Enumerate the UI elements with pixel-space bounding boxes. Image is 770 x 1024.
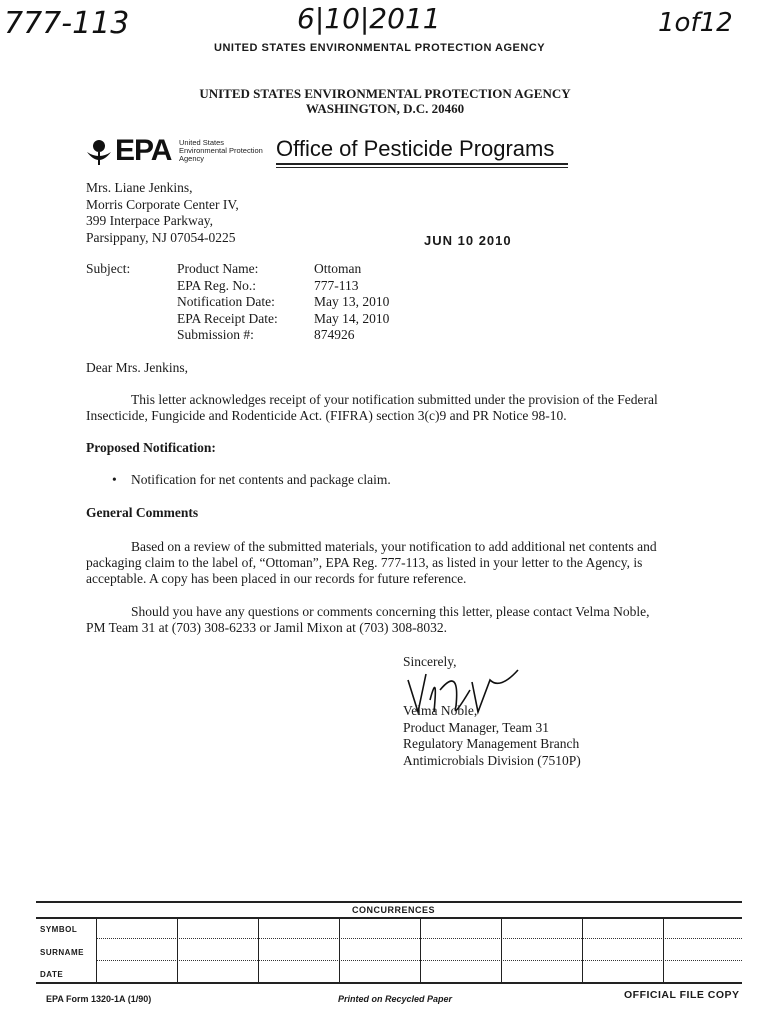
addressee-line1: Morris Corporate Center IV,: [86, 196, 239, 212]
paragraph-2-line3: acceptable. A copy has been placed in our records for future reference.: [86, 571, 467, 586]
symbol-label: SYMBOL: [40, 925, 78, 934]
field-label: Product Name:: [177, 261, 259, 276]
concurrences-title: CONCURRENCES: [352, 905, 436, 915]
epa-sub-line3: Agency: [179, 154, 205, 163]
surname-label: SURNAME: [40, 948, 84, 957]
form-column-divider: [420, 917, 421, 982]
epa-logo: [84, 134, 184, 170]
field-value: May 13, 2010: [314, 294, 390, 309]
form-column-divider: [339, 917, 340, 982]
top-agency-banner: UNITED STATES ENVIRONMENTAL PROTECTION AGENCY: [214, 42, 546, 54]
date-stamp: JUN 10 2010: [424, 233, 512, 248]
bullet-marker: •: [112, 472, 117, 487]
salutation: Dear Mrs. Jenkins,: [86, 360, 188, 375]
date-label: DATE: [40, 970, 64, 979]
printed-recycled: Printed on Recycled Paper: [338, 994, 453, 1004]
form-column-divider: [582, 917, 583, 982]
field-value: 777-113: [314, 277, 359, 293]
addressee-block: [86, 180, 239, 246]
signer-block: [403, 703, 581, 769]
subject-fields: [177, 261, 497, 345]
letter-header-line2: WASHINGTON, D.C. 20460: [305, 101, 465, 116]
field-value: Ottoman: [314, 261, 362, 276]
field-label: Notification Date:: [177, 294, 275, 309]
form-column-divider: [96, 917, 97, 982]
bullet-item: Notification for net contents and package claim.: [131, 472, 391, 487]
subject-label: Subject:: [86, 261, 131, 276]
symbol-row-line: [96, 938, 742, 939]
field-label: Submission #:: [177, 327, 254, 342]
form-column-divider: [663, 917, 664, 982]
paragraph-2-line2: packaging claim to the label of, “Ottoman”, EPA Reg. 777-113, as listed in your letter to the Agency, is: [86, 555, 643, 570]
field-value: 874926: [314, 327, 355, 342]
closing: Sincerely,: [403, 654, 457, 669]
paragraph-2-line1: Based on a review of the submitted materials, your notification to add additional net contents and: [131, 539, 657, 554]
signer-division: Antimicrobials Division (7510P): [403, 752, 581, 768]
signer-title: Product Manager, Team 31: [403, 719, 549, 735]
paragraph-3-line1: Should you have any questions or comments concerning this letter, please contact Velma Noble,: [131, 604, 650, 619]
field-value: May 14, 2010: [314, 310, 390, 326]
form-number: EPA Form 1320-1A (1/90): [46, 994, 152, 1004]
epa-sub-line2: Environmental Protection: [179, 146, 263, 155]
form-header-rule: [36, 917, 742, 919]
proposed-heading: Proposed Notification:: [86, 440, 216, 455]
form-top-rule: [36, 901, 742, 903]
form-column-divider: [501, 917, 502, 982]
paragraph-1-line2: Insecticide, Fungicide and Rodenticide Act. (FIFRA) section 3(c)9 and PR Notice 98-10.: [86, 408, 567, 423]
field-label: EPA Receipt Date:: [177, 310, 278, 326]
official-file-copy: OFFICIAL FILE COPY: [624, 989, 740, 1001]
addressee-line2: 399 Interpace Parkway,: [86, 213, 213, 228]
paragraph-3-line2: PM Team 31 at (703) 308-6233 or Jamil Mixon at (703) 308-8032.: [86, 620, 448, 635]
paragraph-1-line1: This letter acknowledges receipt of your notification submitted under the provision of the Federal: [131, 392, 658, 407]
general-heading: General Comments: [86, 505, 199, 520]
addressee-name: Mrs. Liane Jenkins,: [86, 180, 193, 195]
letter-header-line1: UNITED STATES ENVIRONMENTAL PROTECTION AGENCY: [199, 86, 571, 101]
office-underline-2: [276, 167, 568, 168]
addressee-line3: Parsippany, NJ 07054-0225: [86, 229, 236, 245]
form-column-divider: [177, 917, 178, 982]
form-column-divider: [258, 917, 259, 982]
handwritten-date: 6|10|2011: [297, 2, 441, 35]
signer-name: Velma Noble,: [403, 703, 478, 718]
epa-logo-mark: EPA: [115, 134, 172, 167]
handwritten-reg-no: 777-113: [4, 6, 130, 41]
office-title: Office of Pesticide Programs: [276, 136, 555, 161]
field-label: EPA Reg. No.:: [177, 277, 257, 293]
office-underline: [276, 163, 568, 165]
handwritten-page-count: 1of12: [658, 8, 733, 38]
epa-logo-subtitle: [179, 139, 263, 163]
epa-sub-line1: United States: [179, 138, 225, 147]
surname-row-line: [96, 960, 742, 961]
signer-branch: Regulatory Management Branch: [403, 736, 580, 751]
epa-flower-icon: [84, 138, 114, 166]
form-bottom-rule: [36, 982, 742, 984]
